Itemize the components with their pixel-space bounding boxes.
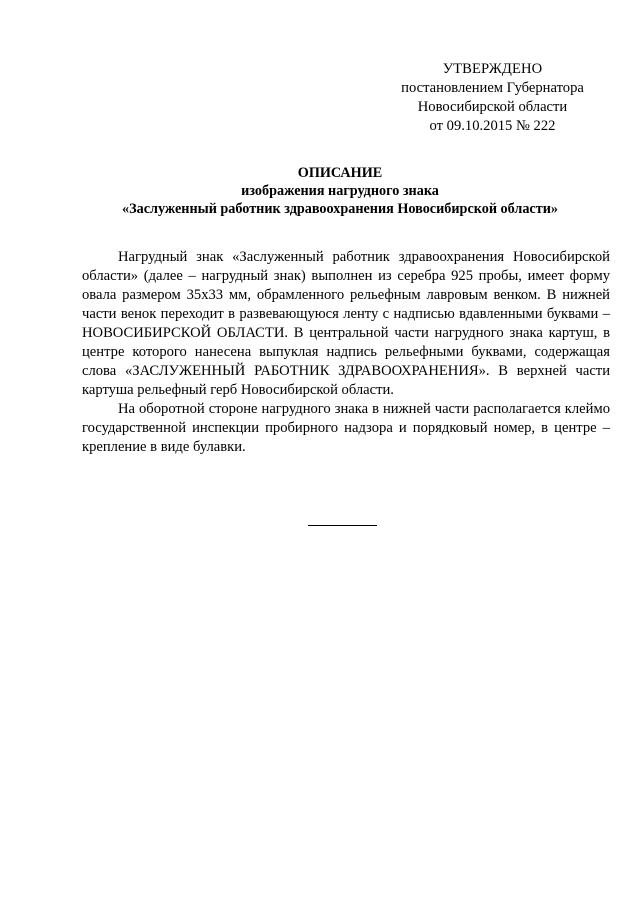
body-paragraph-1: Нагрудный знак «Заслуженный работник здравоохранения Новосибирской области» (далее – нагрудный знак) выполнен из серебра 925 пробы, имеет форму овала размером 35x33 мм, обрамленного рельефным лавровым венком. В нижней части венок переходит в развевающуюся ленту с надписью вдавленными буквами – НОВОСИБИРСКОЙ ОБЛАСТИ. В центральной части нагрудного знака картуш, в центре которого нанесена выпуклая надпись рельефными буквами, содержащая слова «ЗАСЛУЖЕННЫЙ РАБОТНИК ЗДРАВООХРАНЕНИЯ». В верхней части картуша рельефный герб Новосибирской области. xyxy=(82,249,610,398)
approval-line-3: от 09.10.2015 № 222 xyxy=(429,118,556,134)
heading-subtitle: изображения нагрудного знака xyxy=(241,183,439,199)
end-divider xyxy=(308,525,377,526)
approval-title: УТВЕРЖДЕНО xyxy=(442,61,543,77)
heading-title: ОПИСАНИЕ xyxy=(297,165,383,181)
document-body xyxy=(82,248,610,457)
heading-badge-name: «Заслуженный работник здравоохранения Новосибирской области» xyxy=(122,201,558,217)
approval-line-1: постановлением Губернатора xyxy=(401,80,584,96)
approval-block xyxy=(385,60,600,136)
document-heading xyxy=(60,164,620,218)
body-paragraph-2: На оборотной стороне нагрудного знака в нижней части располагается клеймо государственной инспекции пробирного надзора и порядковый номер, в центре – крепление в виде булавки. xyxy=(82,401,610,455)
approval-line-2: Новосибирской области xyxy=(417,99,568,115)
